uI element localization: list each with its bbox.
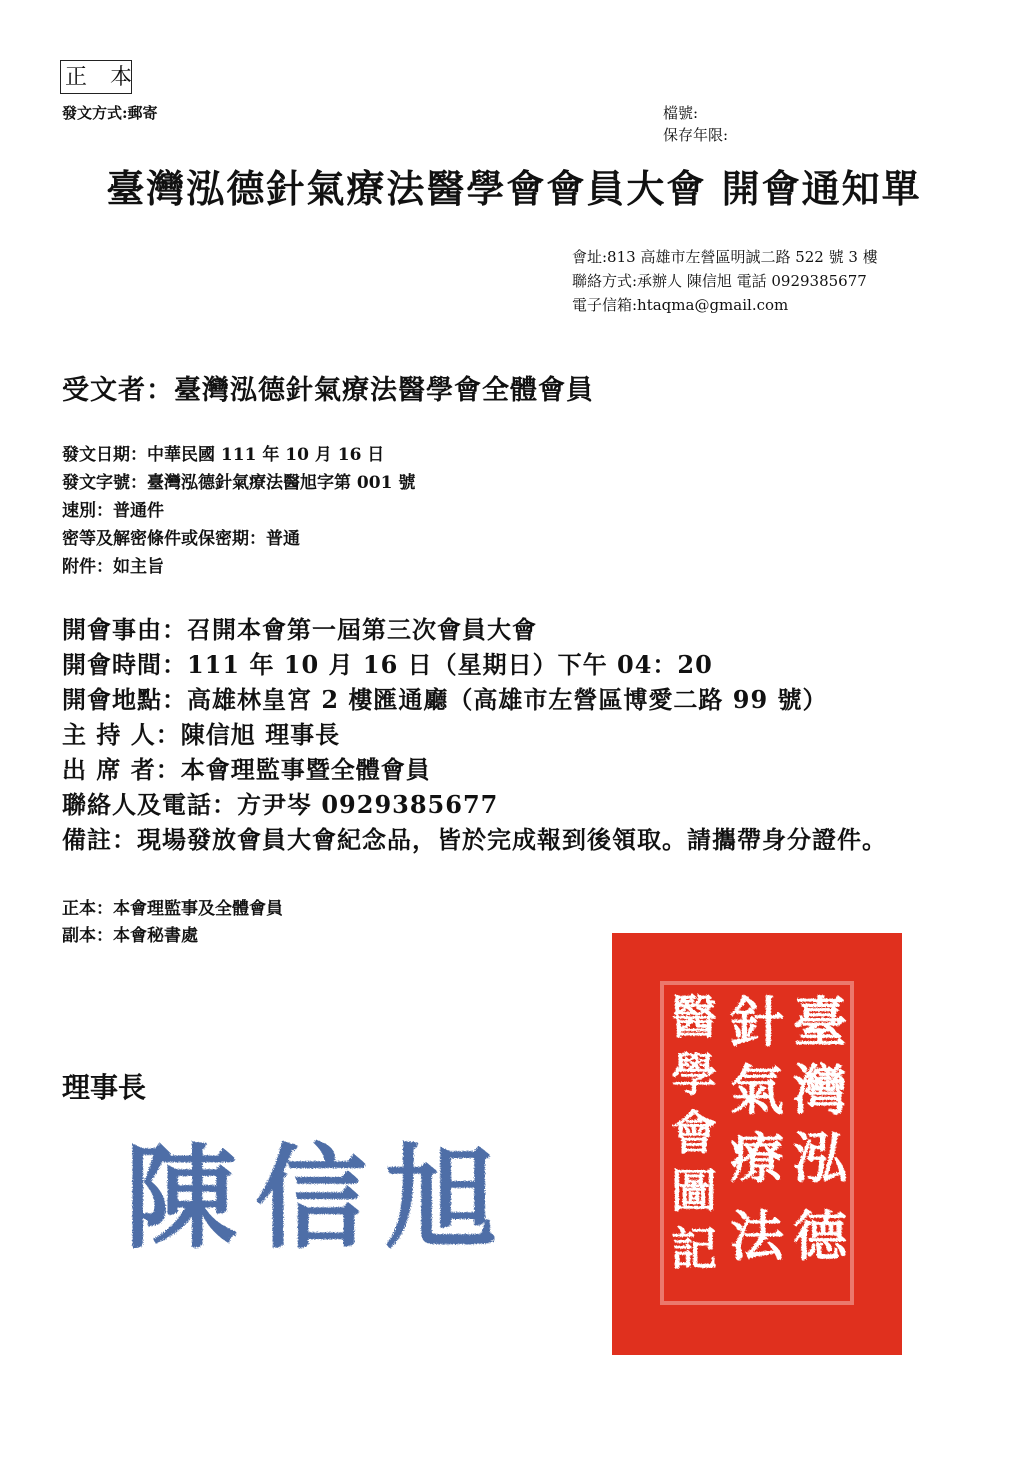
meeting-purpose: 開會事由：召開本會第一屆第三次會員大會 [62,615,537,644]
original-recipients: 正本：本會理監事及全體會員 [62,899,283,919]
document-number: 發文字號：臺灣泓德針氣療法醫旭字第 001 號 [62,473,416,493]
meeting-attendees: 出 席 者：本會理監事暨全體會員 [62,755,431,784]
seal-char: 灣 [793,1058,847,1122]
seal-char: 學 [671,1048,717,1102]
meeting-host: 主 持 人：陳信旭 理事長 [62,720,341,749]
document-title: 臺灣泓德針氣療法醫學會會員大會 開會通知單 [106,166,922,211]
signature-glyphs: 陳信旭 [125,1133,515,1264]
meeting-time: 開會時間：111 年 10 月 16 日（星期日）下午 04：20 [62,650,713,679]
seal-char: 醫 [671,990,717,1044]
delivery-method: 發文方式:郵寄 [62,104,158,122]
seal-char: 法 [730,1204,784,1268]
seal-char: 德 [793,1204,847,1268]
seal-char: 臺 [793,990,847,1054]
copy-type-box: 正 本 [60,60,132,94]
copy-recipients: 副本：本會秘書處 [62,926,198,946]
contact-method: 聯絡方式:承辦人 陳信旭 電話 0929385677 [572,272,867,290]
file-number-label: 檔號: [663,104,699,122]
confidentiality: 密等及解密條件或保密期：普通 [62,529,300,549]
meeting-remarks: 備註：現場發放會員大會紀念品，皆於完成報到後領取。請攜帶身分證件。 [62,825,887,854]
meeting-location: 開會地點：高雄林皇宮 2 樓匯通廳（高雄市左營區博愛二路 99 號） [62,685,828,714]
retention-period-label: 保存年限: [663,126,729,144]
seal-char: 氣 [730,1058,784,1122]
urgency: 速別：普通件 [62,501,164,521]
association-seal [612,933,902,1355]
recipient: 受文者：臺灣泓德針氣療法醫學會全體會員 [62,375,594,406]
association-address: 會址:813 高雄市左營區明誠二路 522 號 3 樓 [572,248,878,266]
contact-email: 電子信箱:htaqma@gmail.com [572,296,789,314]
attachment: 附件：如主旨 [62,557,164,577]
chairman-signature [120,1125,540,1275]
seal-char: 療 [730,1126,784,1190]
chairman-title: 理事長 [62,1071,147,1104]
seal-char: 記 [671,1222,717,1276]
seal-char: 會 [671,1106,717,1160]
seal-char: 針 [730,990,784,1054]
seal-char: 泓 [793,1126,847,1190]
issue-date: 發文日期：中華民國 111 年 10 月 16 日 [62,445,385,465]
meeting-contact: 聯絡人及電話：方尹岑 0929385677 [62,790,499,819]
seal-char: 圖 [671,1164,717,1218]
